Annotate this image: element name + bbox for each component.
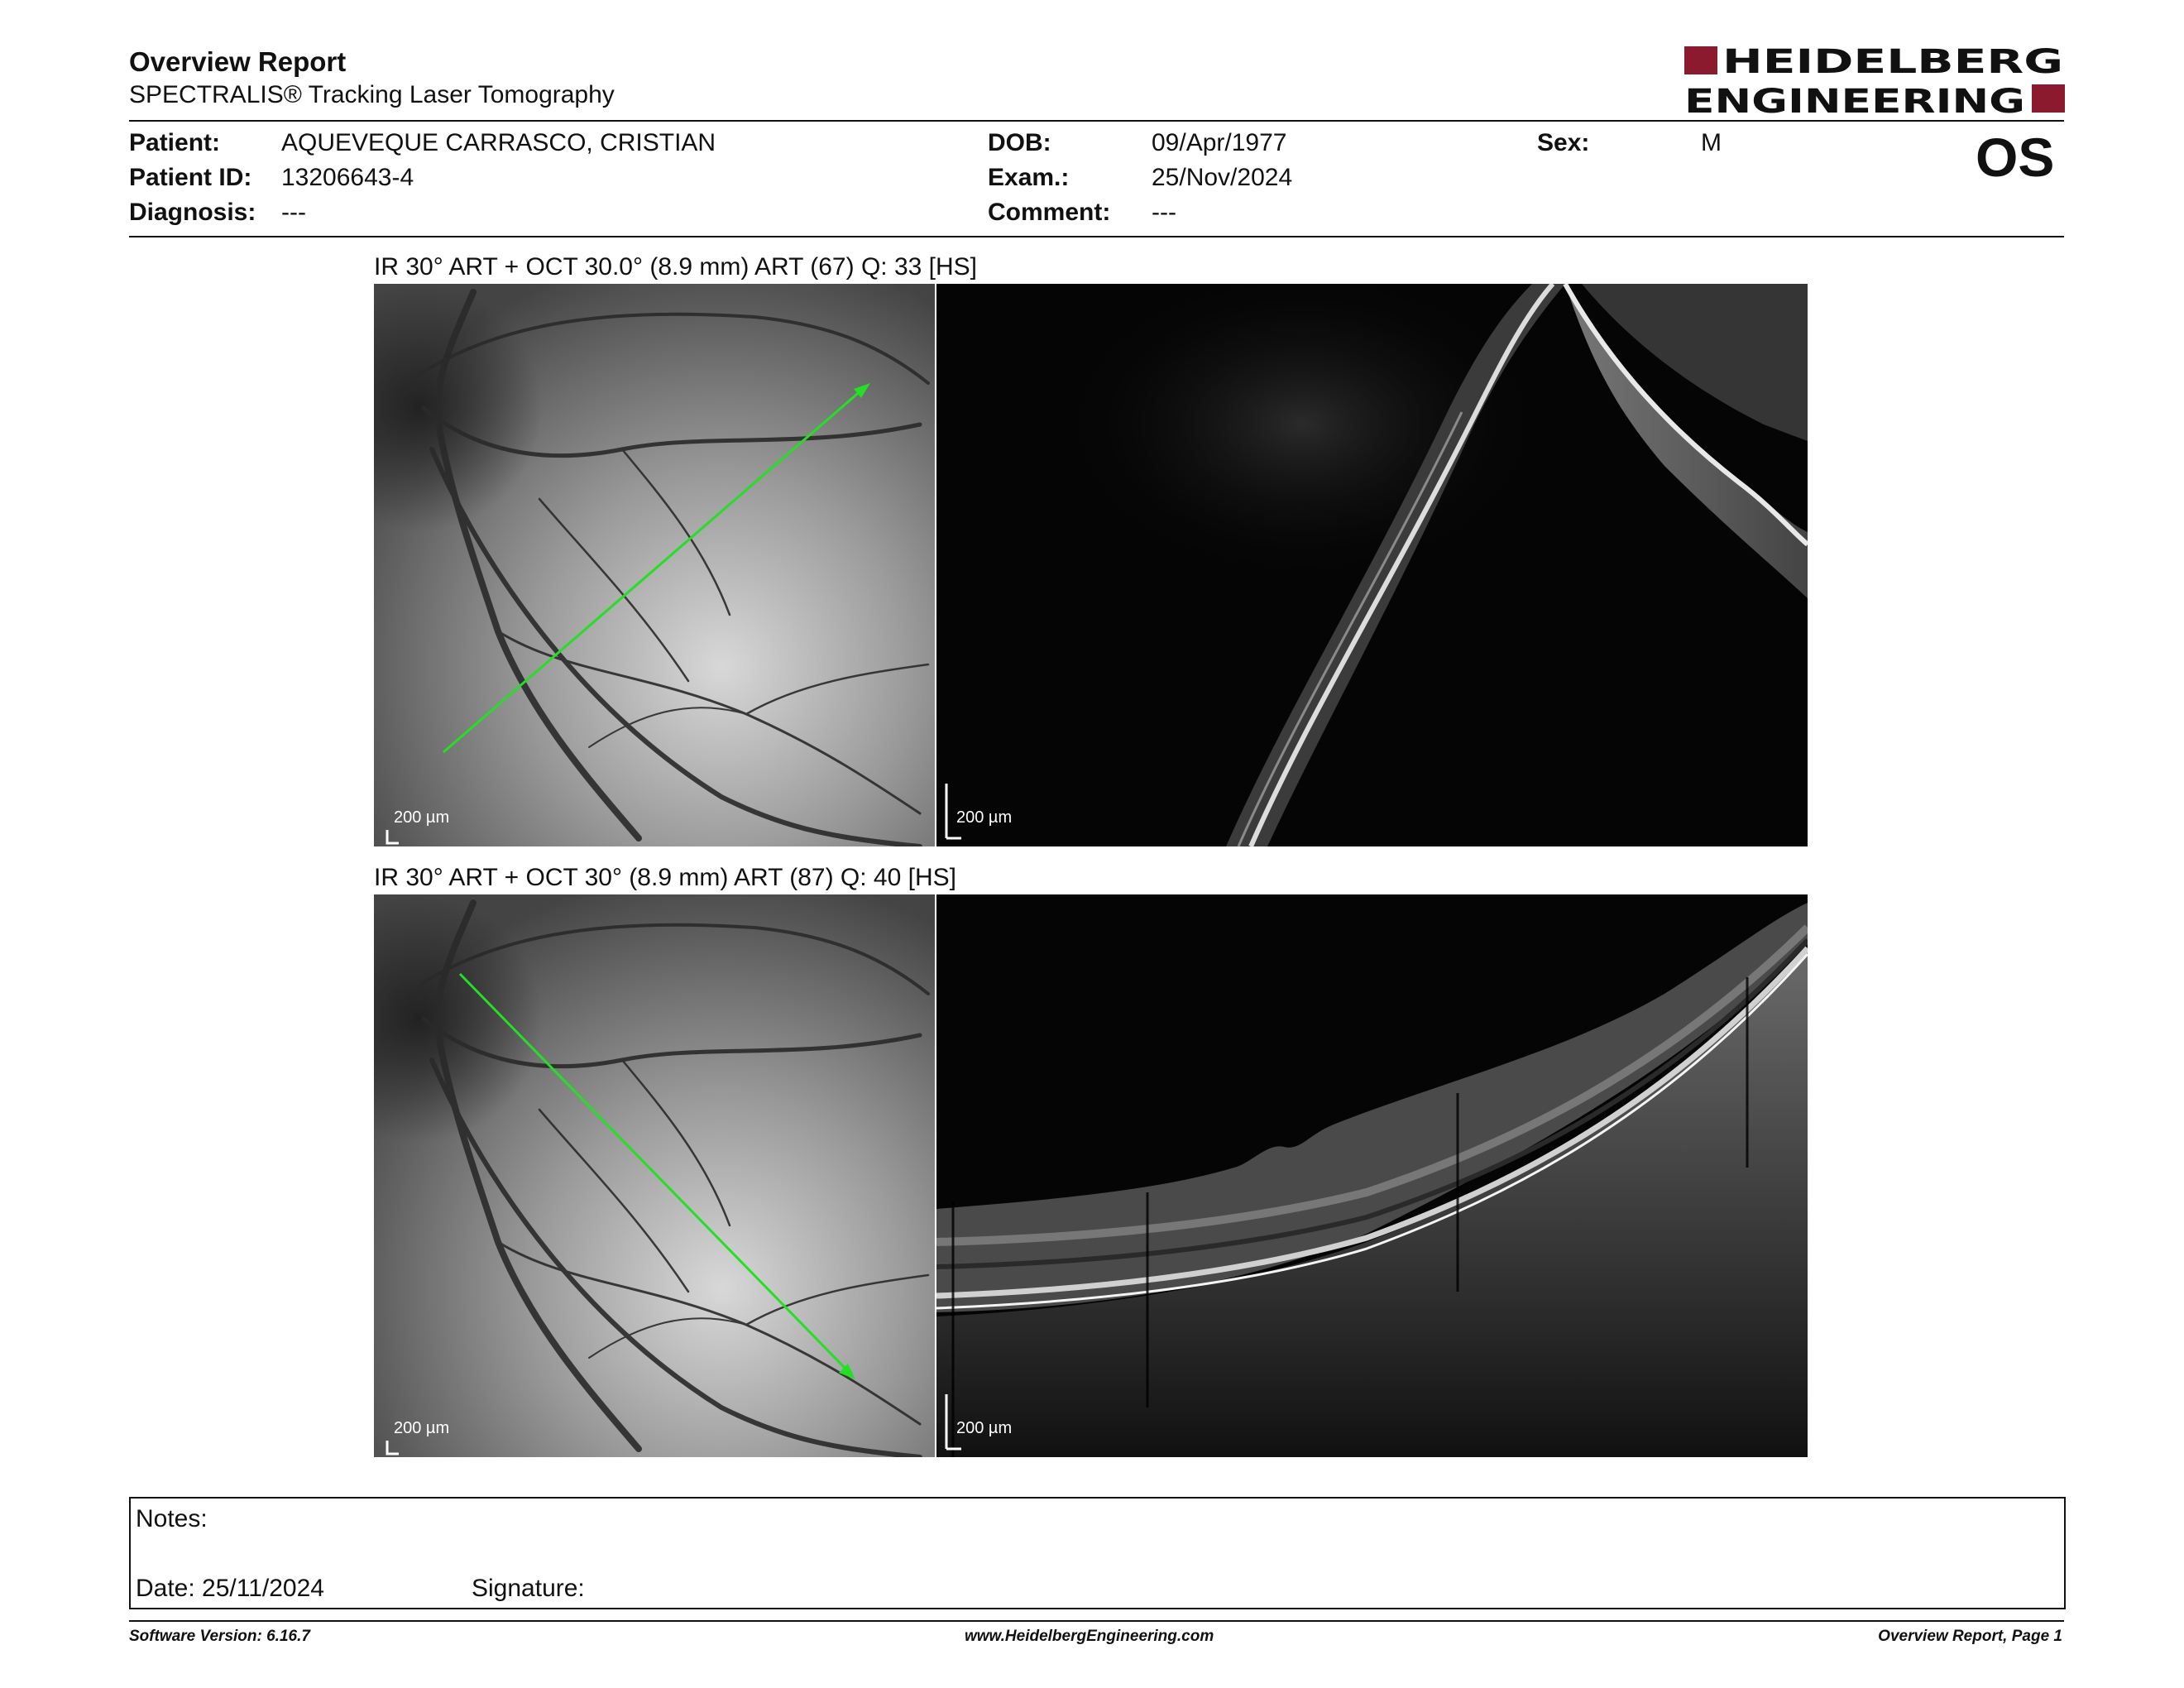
scan2-ir-scale: 200 µm <box>394 1419 450 1437</box>
dob-label: DOB: <box>988 129 1051 156</box>
diagnosis-label: Diagnosis: <box>129 199 256 226</box>
patient-id-label: Patient ID: <box>129 164 252 191</box>
scan2-ir-image <box>374 894 935 1457</box>
footer-rule <box>129 1620 2064 1622</box>
scan1-title: IR 30° ART + OCT 30.0° (8.9 mm) ART (67) Q: 33 [HS] <box>374 253 977 281</box>
exam-label: Exam.: <box>988 164 1070 191</box>
eye-indicator: OS <box>1976 127 2055 188</box>
logo-square-bottom <box>2032 84 2065 113</box>
heidelberg-logo <box>1684 45 2065 116</box>
software-version: Software Version: 6.16.7 <box>129 1628 310 1645</box>
report-title: Overview Report <box>129 46 347 77</box>
scan2-oct-scale: 200 µm <box>956 1419 1013 1437</box>
diagnosis-value: --- <box>281 199 306 226</box>
patient-rule <box>129 236 2064 237</box>
page-number: Overview Report, Page 1 <box>1878 1628 2062 1645</box>
scan1-oct-scale: 200 µm <box>956 808 1013 827</box>
signature-label: Signature: <box>472 1575 585 1602</box>
scan1-ir-scale: 200 µm <box>394 808 450 827</box>
logo-text-bottom: ENGINEERING <box>1684 83 2025 116</box>
scan2-oct-image <box>936 894 1808 1457</box>
logo-text-top: HEIDELBERG <box>1722 45 2063 81</box>
notes-label: Notes: <box>136 1505 208 1532</box>
patient-label: Patient: <box>129 129 221 156</box>
date-label: Date: 25/11/2024 <box>136 1575 324 1602</box>
scan2-title: IR 30° ART + OCT 30° (8.9 mm) ART (87) Q: 40 [HS] <box>374 864 956 891</box>
notes-box <box>129 1497 2066 1609</box>
sex-label: Sex: <box>1537 129 1590 156</box>
logo-square-top <box>1684 46 1717 74</box>
comment-value: --- <box>1152 199 1176 226</box>
sex-value: M <box>1701 129 1722 156</box>
website-link[interactable]: www.HeidelbergEngineering.com <box>965 1628 1214 1645</box>
header-rule <box>129 120 2064 122</box>
comment-label: Comment: <box>988 199 1111 226</box>
scan1-oct-image <box>936 284 1808 846</box>
patient-name: AQUEVEQUE CARRASCO, CRISTIAN <box>281 129 716 156</box>
scan1-ir-image <box>374 284 935 846</box>
exam-value: 25/Nov/2024 <box>1152 164 1293 191</box>
report-subtitle: SPECTRALIS® Tracking Laser Tomography <box>129 81 615 108</box>
dob-value: 09/Apr/1977 <box>1152 129 1287 156</box>
patient-id: 13206643-4 <box>281 164 414 191</box>
